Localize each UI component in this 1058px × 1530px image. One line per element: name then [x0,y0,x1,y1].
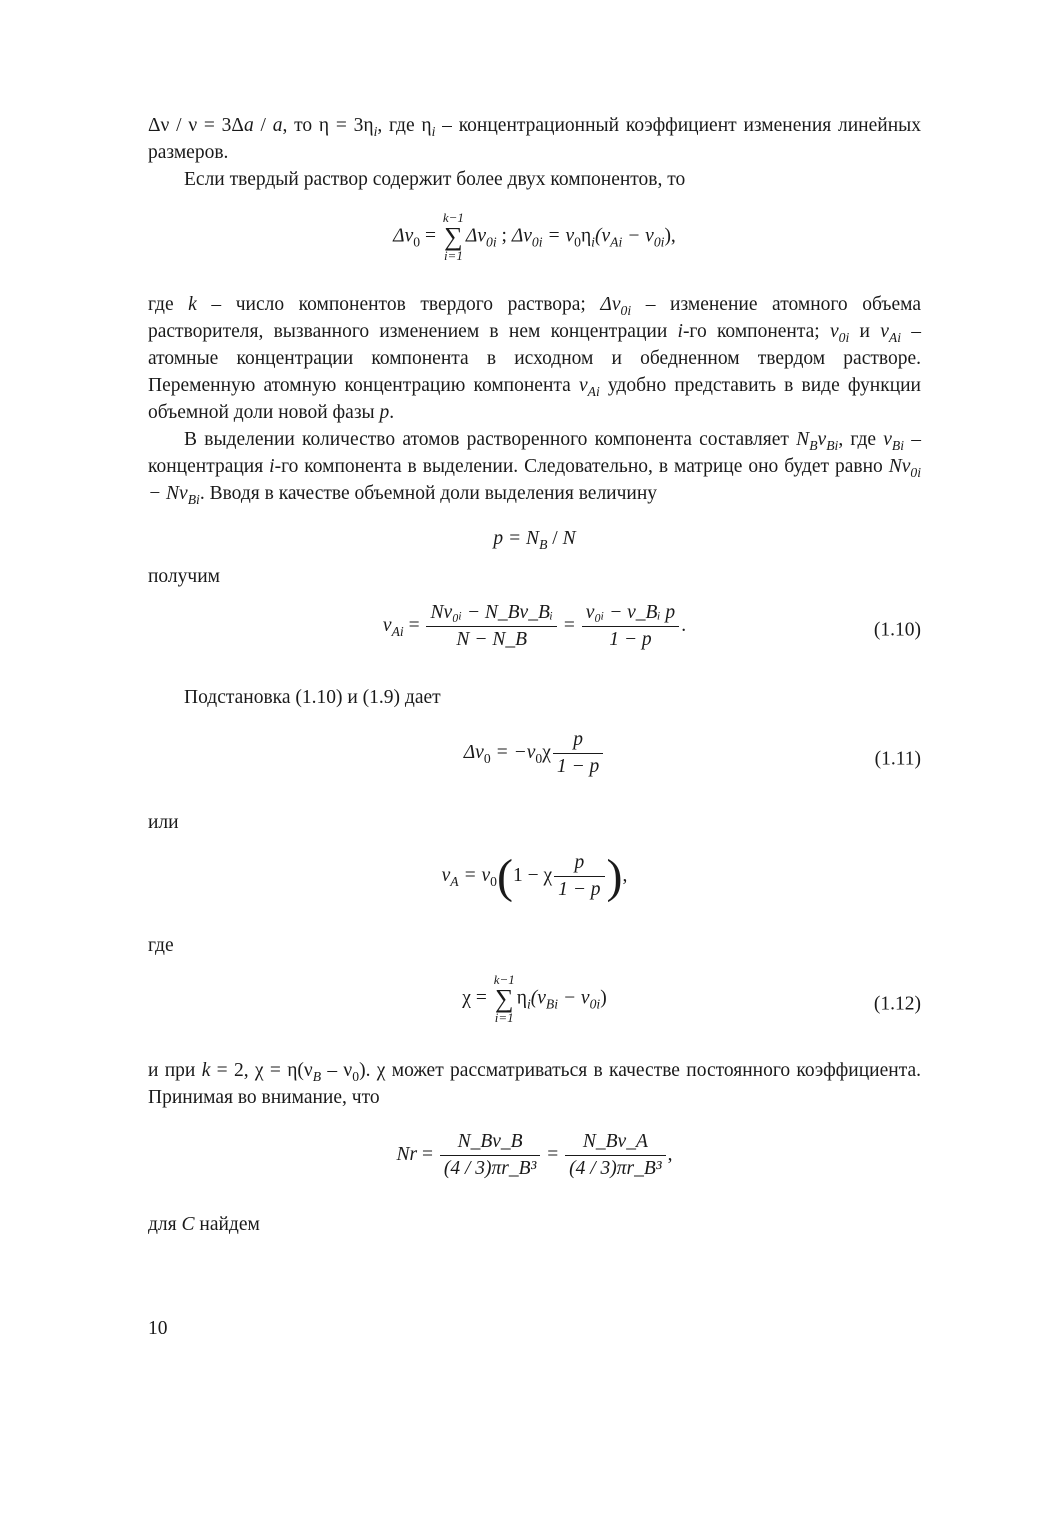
sum-symbol: k−1 ∑ i=1 [442,210,464,263]
equation-delta-v0: $\Delta\nu_0$ = k−1 ∑ i=1 $\Delta\nu_{0i}$ ; $\Delta\nu_{0i} = \nu_0\eta_i(\nu_{Ai} - \nu_{0i})$, [393,210,676,263]
sum-symbol: k−1 ∑ i=1 [493,972,515,1025]
equation-number: (1.11) [874,748,921,770]
page-number: 10 [148,1318,168,1339]
equation-p: $p = N_B / N$ [493,528,576,552]
equation-number: (1.12) [873,993,921,1015]
paragraph-10: для C найдем [148,1214,260,1235]
equation-number: (1.10) [873,619,921,641]
equation-Nr: Nr = $\frac{N\_B\nu\_B}{\text{(4 / 3)πr\_B³}}$ = $\frac{N\_B\nu\_A}{\text{(4 / 3)πr\_B³}}$ , [148,1129,921,1193]
fraction: $\frac{p}{1 - p}$ [553,727,603,780]
equation-1-10: $\nu_{Ai}$ = $\frac{\text{Nν₀ᵢ − N\_Bν\_Bᵢ}}{N - N\_B}$ = $\frac{\text{ν₀ᵢ − ν\_Bᵢ p}}{1 - p}$ . (1.10) [148,598,921,662]
fraction: $\frac{p}{1 - p}$ [554,850,604,903]
fraction: $\frac{N\_B\nu\_B}{\text{(4 / 3)πr\_B³}}$ [440,1129,541,1182]
paragraph-4: В выделении количество атомов растворенного компонента составляет $N_B\nu_{Bi}$, где $\nu_{Bi}$ – концентрация i-го компонента в выделении. Следовательно, в матрице оно будет равно $N\nu_{0i} - N\nu_{Bi}$. Вводя в качестве объемной доли выделения величину [148,429,922,507]
paragraph-5: получим [148,566,220,587]
paragraph-6: Подстановка (1.10) и (1.9) дает [184,687,441,708]
equation-vA: $\nu_A = \nu_0(1 - \chi$ $\frac{p}{1 - p}$ ), [441,850,628,903]
paragraph-2: Если твердый раствор содержит более двух компонентов, то [184,169,686,190]
paragraph-7: или [148,812,179,833]
equation-1-11: $\Delta\nu_0 = -\nu_0\chi$ $\frac{p}{1 - p}$ (1.11) [148,727,921,791]
fraction: $\frac{\text{ν₀ᵢ − ν\_Bᵢ p}}{1 - p}$ [582,600,679,653]
fraction: $\frac{N\_B\nu\_A}{\text{(4 / 3)πr\_B³}}$ [565,1129,666,1182]
page-body [148,112,921,1238]
paragraph-8: где [148,935,174,956]
equation-1-12: χ = k−1 ∑ i=1 $\eta_i(\nu_{Bi} - \nu_{0i})$ (1.12) [462,972,921,1025]
paragraph-3: где k – число компонентов твердого раствора; $\Delta\nu_{0i}$ – изменение атомного объема растворителя, вызванного изменением в нем концентрации i-го компонента; $\nu_{0i}$ и $\nu_{Ai}$ – атомные концентрации компонента в исходном и обедненном твердом растворе. Переменную атомную концентрацию компонента $\nu_{Ai}$ удобно представить в виде функции объемной доли новой фазы p. [148,294,921,423]
fraction: $\frac{\text{Nν₀ᵢ − N\_Bν\_Bᵢ}}{N - N\_B}$ [426,600,557,653]
paragraph-1: Δν / ν = 3Δa / a, то $\eta = 3\eta_i$, где $\eta_i$ – концентрационный коэффициент изменения линейных размеров. [148,115,921,163]
paragraph-9: и при k = 2, $\chi = \eta(\nu_B - \nu_0)$. χ может рассматриваться в качестве постоянного коэффициента. Принимая во внимание, что [148,1060,921,1108]
